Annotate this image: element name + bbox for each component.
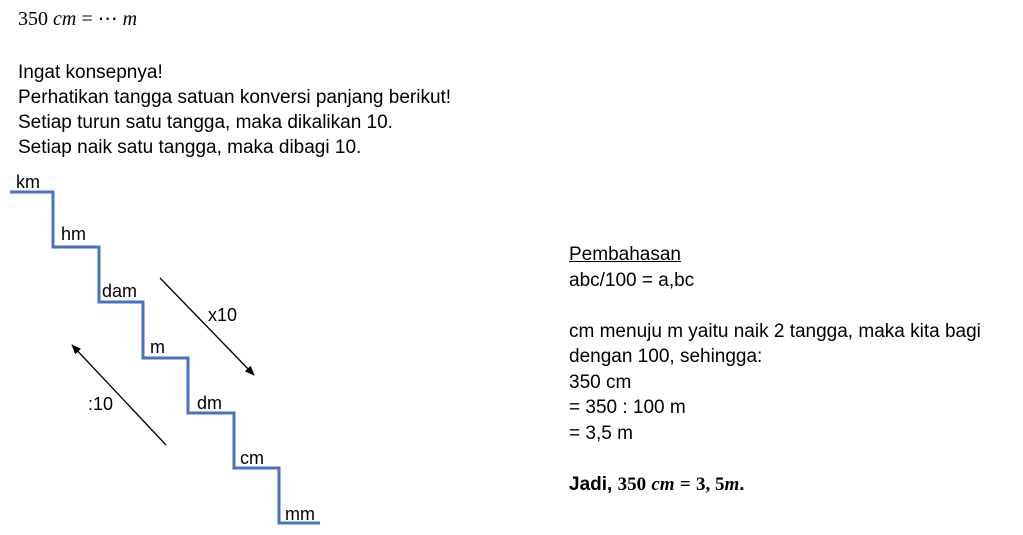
question-unit-cm: cm xyxy=(53,8,77,30)
question-unit-m: m xyxy=(122,8,138,30)
conclusion-number-2: 3, 5 xyxy=(695,473,725,495)
conclusion-unit-1: cm xyxy=(651,473,675,495)
conclusion-period: . xyxy=(739,473,745,495)
conclusion-number-1: 350 xyxy=(617,473,647,495)
explanation-line-3: 350 cm xyxy=(569,371,632,393)
down-arrow xyxy=(160,278,254,375)
intro-line-2: Perhatikan tangga satuan konversi panjang berikut! xyxy=(18,87,452,108)
explanation-line-4: = 350 : 100 m xyxy=(569,397,686,418)
conclusion-unit-2: m xyxy=(724,473,740,495)
explanation-line-1: cm menuju m yaitu naik 2 tangga, maka kita bagi xyxy=(569,320,981,342)
explanation-line-2: dengan 100, sehingga: xyxy=(569,346,763,367)
question-number: 350 xyxy=(18,8,48,30)
unit-label-dam: dam xyxy=(102,281,138,301)
explanation-spacer xyxy=(569,293,981,319)
explanation-rule: abc/100 = a,bc xyxy=(569,269,695,291)
explanation-line-5: = 3,5 m xyxy=(569,422,633,444)
ladder-staircase-line xyxy=(10,192,320,523)
explanation-conclusion xyxy=(569,472,981,498)
unit-label-cm: cm xyxy=(240,448,264,468)
intro-line-3: Setiap turun satu tangga, maka dikalikan 10. xyxy=(18,112,393,133)
explanation-block xyxy=(569,242,981,497)
up-arrow-label: :10 xyxy=(88,394,114,414)
question-equals: = xyxy=(81,8,93,30)
question-dots: ⋯ xyxy=(97,8,118,30)
down-arrow-label: x10 xyxy=(208,305,238,325)
unit-label-m: m xyxy=(150,337,165,357)
unit-label-dm: dm xyxy=(197,393,223,413)
unit-label-hm: hm xyxy=(61,224,87,244)
up-arrow xyxy=(72,345,166,445)
unit-label-km: km xyxy=(16,172,40,192)
intro-line-1: Ingat konsepnya! xyxy=(18,62,163,83)
intro-line-4: Setiap naik satu tangga, maka dibagi 10. xyxy=(18,137,362,158)
conclusion-equals: = xyxy=(679,473,691,495)
explanation-spacer-2 xyxy=(569,446,981,472)
unit-label-mm: mm xyxy=(285,504,315,524)
conclusion-prefix: Jadi, xyxy=(569,473,613,495)
explanation-heading: Pembahasan xyxy=(569,244,681,265)
